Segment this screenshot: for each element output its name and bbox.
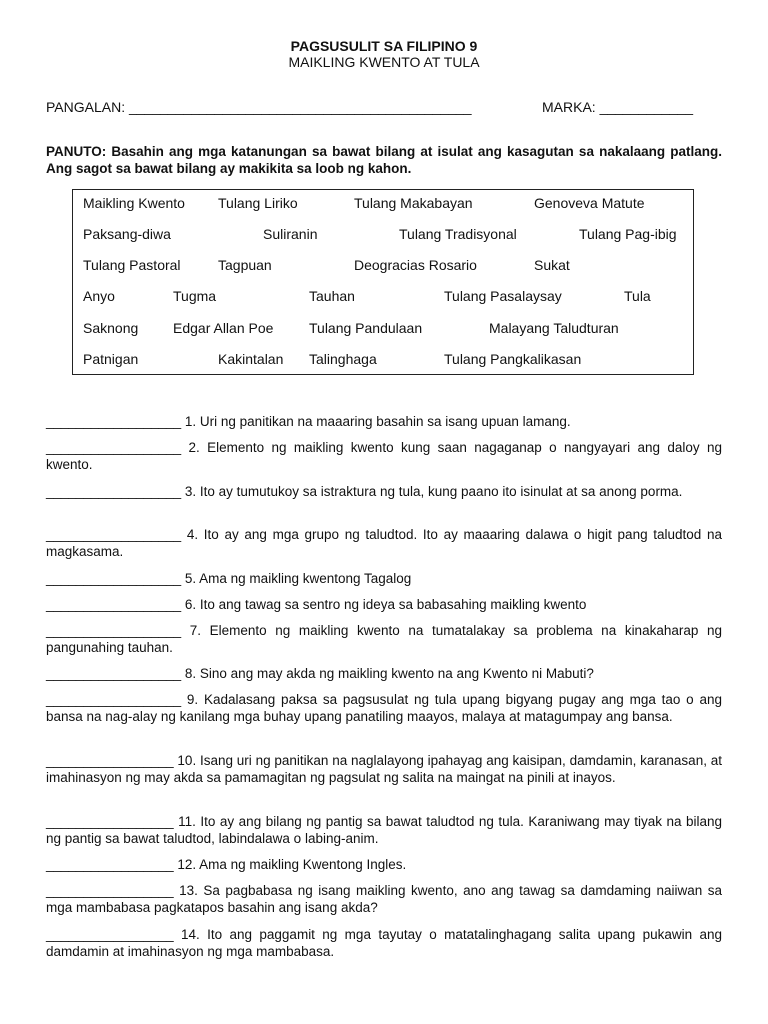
question-1[interactable]: __________________ 1. Uri ng panitikan na maaaring basahin sa isang upuan lamang. bbox=[46, 414, 571, 429]
question-5[interactable]: __________________ 5. Ama ng maikling kwentong Tagalog bbox=[46, 571, 412, 586]
question-6[interactable]: __________________ 6. Ito ang tawag sa sentro ng ideya sa babasahing maikling kwento bbox=[46, 597, 587, 612]
question-13[interactable]: _________________ 13. Sa pagbabasa ng isang maikling kwento, ano ang tawag sa damdaming naiiwan sa mga mambabasa pagkatapos basahin ang isang akda? bbox=[46, 883, 722, 915]
question-4[interactable]: __________________ 4. Ito ay ang mga grupo ng taludtod. Ito ay maaaring dalawa o higit pang taludtod na magkasama. bbox=[46, 527, 722, 559]
question-12[interactable]: _________________ 12. Ama ng maikling Kwentong Ingles. bbox=[46, 857, 407, 872]
question-8[interactable]: __________________ 8. Sino ang may akda ng maikling kwento na ang Kwento ni Mabuti? bbox=[46, 666, 594, 681]
word-bank-item: Suliranin bbox=[263, 226, 318, 242]
question-11[interactable]: _________________ 11. Ito ay ang bilang ng pantig sa bawat taludtod ng tula. Karaniwang may tiyak na bilang ng pantig sa bawat taludtod, labindalawa o labing-anim. bbox=[46, 814, 722, 846]
word-bank-item: Edgar Allan Poe bbox=[173, 320, 274, 336]
question-10[interactable]: _________________ 10. Isang uri ng panitikan na naglalayong ipahayag ang kaisipan, damdamin, karanasan, at imahinasyon ng may akda sa pamamagitan ng pagsulat ng salita na maingat na pinili at inayos. bbox=[46, 753, 722, 785]
word-bank-box bbox=[72, 189, 694, 375]
word-bank-item: Tula bbox=[624, 288, 651, 304]
word-bank-item: Tulang Pag-ibig bbox=[579, 226, 677, 242]
word-bank-item: Tulang Pasalaysay bbox=[444, 288, 562, 304]
word-bank-item: Tauhan bbox=[309, 288, 355, 304]
word-bank-item: Anyo bbox=[83, 288, 115, 304]
word-bank-item: Tulang Pastoral bbox=[83, 257, 181, 273]
exam-title: PAGSUSULIT SA FILIPINO 9 bbox=[290, 38, 478, 54]
question-7[interactable]: __________________ 7. Elemento ng maikling kwento na tumatalakay sa problema na kinakaharap ng pangunahing tauhan. bbox=[46, 623, 722, 655]
name-field[interactable]: PANGALAN: ____________________________________________ bbox=[46, 99, 472, 115]
word-bank-item: Sukat bbox=[534, 257, 570, 273]
word-bank-item: Kakintalan bbox=[218, 351, 284, 367]
word-bank-item: Tulang Makabayan bbox=[354, 195, 473, 211]
word-bank-item: Saknong bbox=[83, 320, 139, 336]
word-bank-item: Tulang Liriko bbox=[218, 195, 298, 211]
word-bank-item: Maikling Kwento bbox=[83, 195, 185, 211]
word-bank-item: Malayang Taludturan bbox=[489, 320, 619, 336]
question-2[interactable]: __________________ 2. Elemento ng maikling kwento kung saan nagaganap o nangyayari ang daloy ng kwento. bbox=[46, 440, 722, 472]
word-bank-item: Paksang-diwa bbox=[83, 226, 171, 242]
word-bank-item: Tagpuan bbox=[218, 257, 272, 273]
instructions: PANUTO: Basahin ang mga katanungan sa bawat bilang at isulat ang kasagutan sa nakalaang patlang. Ang sagot sa bawat bilang ay makikita sa loob ng kahon. bbox=[46, 144, 722, 176]
word-bank-item: Talinghaga bbox=[309, 351, 377, 367]
word-bank-item: Tulang Tradisyonal bbox=[399, 226, 517, 242]
question-14[interactable]: _________________ 14. Ito ang paggamit ng mga tayutay o matatalinghagang salita upang pukawin ang damdamin at imahinasyon ng mga mambabasa. bbox=[46, 927, 722, 959]
word-bank-item: Deogracias Rosario bbox=[354, 257, 477, 273]
word-bank-item: Patnigan bbox=[83, 351, 139, 367]
exam-subtitle: MAIKLING KWENTO AT TULA bbox=[288, 54, 480, 70]
word-bank-item: Tulang Pangkalikasan bbox=[444, 351, 582, 367]
question-3[interactable]: __________________ 3. Ito ay tumutukoy sa istraktura ng tula, kung paano ito isinulat at sa anong porma. bbox=[46, 484, 683, 499]
word-bank-item: Genoveva Matute bbox=[534, 195, 645, 211]
score-field[interactable]: MARKA: ____________ bbox=[542, 99, 693, 115]
word-bank-item: Tulang Pandulaan bbox=[309, 320, 423, 336]
question-9[interactable]: __________________ 9. Kadalasang paksa sa pagsusulat ng tula upang bigyang pugay ang mga tao o ang bansa na nag-alay ng kanilang mga buhay upang panatiling maayos, malaya at matagumpay ang bansa. bbox=[46, 692, 722, 724]
student-info-row bbox=[46, 99, 726, 115]
word-bank-item: Tugma bbox=[173, 288, 217, 304]
